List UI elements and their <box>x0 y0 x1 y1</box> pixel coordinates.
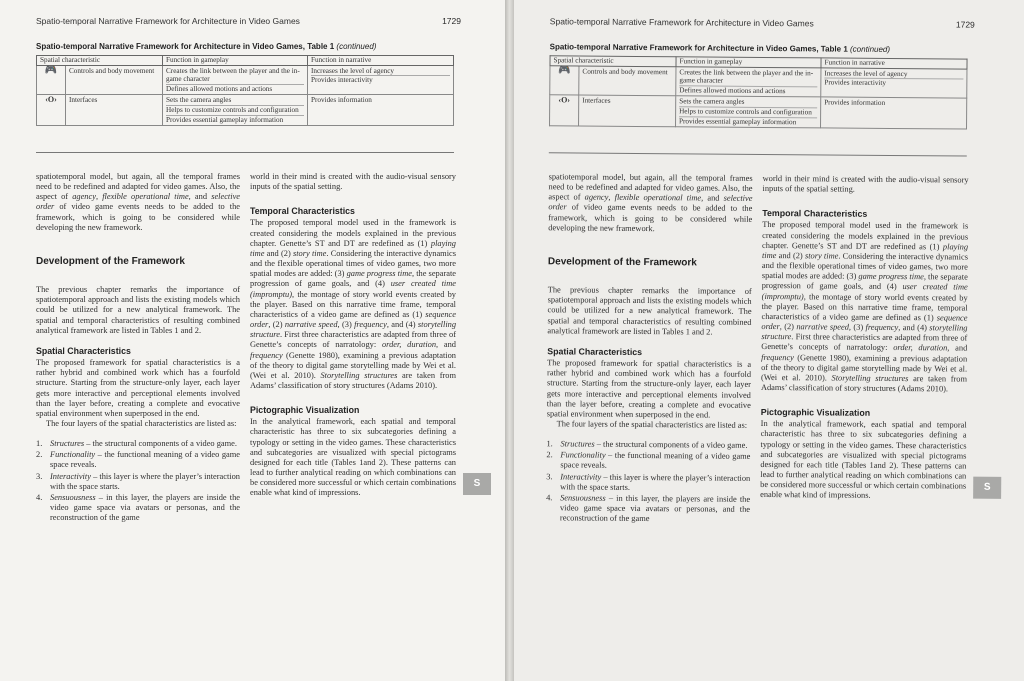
layer-list <box>546 439 751 525</box>
table-cell: Defines allowed motions and actions <box>679 86 786 95</box>
paragraph: The proposed temporal model used in the framework is created considering the models explained in the previous chapter. Genette’s ST and DT are redefined as (1) playing time and (2) story time. Considering the interactive dynamics and the flexible operational times of video games, two more spatial modes are added: (3) game progress time, the separate progression of game goals, and (4) user created time (impromptu), the montage of story world events created by the player. Based on this narrative time frame, temporal characteristics of a video game are defined as (1) sequence order, (2) narrative speed, (3) frequency, and (4) storytelling structure. First three characteristics are adapted from three of Genette’s concepts of narratology: order, duration, and frequency (Genette 1980), examining a previous adaptation of the theory to digital game storytelling made by Wei et al. (Wei et al. 2010). Storytelling structures are taken from Adams’ classification of story structures (Adams 2010). <box>760 220 969 394</box>
section-thumb-tab: S <box>973 477 1001 499</box>
table-header: Function in narrative <box>308 56 454 66</box>
section-heading-temporal: Temporal Characteristics <box>250 206 355 217</box>
table-cell: Increases the level of agency <box>311 67 450 77</box>
table-cell: Sets the camera angles <box>679 98 817 109</box>
table-cell: Helps to customize controls and configuration <box>679 107 817 118</box>
list-item: 1. Structures – the structural components of a video game. <box>546 439 748 450</box>
table-cell: Interfaces <box>579 95 676 127</box>
list-item: 1. Structures – the structural components of a video game. <box>36 439 237 449</box>
table-row <box>37 65 454 95</box>
table-row <box>550 95 967 129</box>
paragraph: spatiotemporal model, but again, all the temporal frames need to be redefined and adapted for video games. Also, the aspect of agency, flexible operational time, and selective order of video game events needs to be added to the framework, which is going to be considered while developing the new framework. <box>548 172 753 233</box>
paragraph: The proposed temporal model used in the framework is created considering the models explained in the previous chapter. Genette’s ST and DT are redefined as (1) playing time and (2) story time. Considering the interactive dynamics and the flexible operational times of video games, two more spatial modes are added: (3) game progress time, the separate progression of game goals, and (4) user created time (impromptu), the montage of story world events created by the player. Based on this narrative time frame, temporal characteristics of a video game are defined as (1) sequence order, (2) narrative speed, (3) frequency, and (4) storytelling structure. First three characteristics are adapted from three of Genette’s concepts of narratology: order, duration, and frequency (Genette 1980), examining a previous adaptation of the theory to digital game storytelling made by Wei et al. (Wei et al. 2010). Storytelling structures are taken from Adams’ classification of story structures (Adams 2010). <box>250 218 457 390</box>
table-row <box>550 65 967 98</box>
table-caption-text: Spatio-temporal Narrative Framework for Architecture in Video Games, Table 1 <box>36 42 335 51</box>
right-column <box>760 174 969 502</box>
page-content <box>0 0 505 681</box>
table-cell: Provides essential gameplay information <box>166 115 284 124</box>
camera-angle-icon: ‹O› <box>37 95 66 126</box>
paragraph: The four layers of the spatial characteristics are listed as: <box>556 419 748 430</box>
section-heading-pictographic: Pictographic Visualization <box>250 405 360 416</box>
table-cell: Controls and body movement <box>579 66 676 97</box>
table-cell: Helps to customize controls and configuration <box>166 106 304 116</box>
paragraph: The proposed framework for spatial characteristics is a rather hybrid and combined work which has a fourfold structure. Starting from the structure-only layer, each layer gets more interactive and perceptional elements involved than the layer before, creating a complete and evocative spatial environment when superposed in the end. <box>36 358 240 418</box>
table-caption-text: Spatio-temporal Narrative Framework for Architecture in Video Games, Table 1 <box>549 42 848 54</box>
list-item: 4. Sensuousness – in this layer, the players are inside the video game space via avatars or personas, and the reconstruction of the game <box>36 492 240 523</box>
table-bottom-rule <box>36 152 454 153</box>
gamepad-icon: 🎮 <box>550 65 579 95</box>
book-gutter <box>505 0 514 681</box>
table-cell: Creates the link between the player and the in-game character <box>679 68 817 87</box>
list-item: 3. Interactivity – this layer is where the player’s interaction with the space starts. <box>36 471 240 491</box>
table-cell: Provides interactivity <box>824 78 887 88</box>
gamepad-icon: 🎮 <box>37 65 66 95</box>
paragraph: world in their mind is created with the audio-visual sensory inputs of the spatial setting. <box>762 173 969 194</box>
running-head: Spatio-temporal Narrative Framework for Architecture in Video Games <box>36 16 300 26</box>
page-number: 1729 <box>442 16 461 26</box>
table-header: Function in gameplay <box>676 57 821 68</box>
section-heading-spatial: Spatial Characteristics <box>36 345 131 356</box>
table-cell: Provides information <box>311 96 372 105</box>
table-cell: Increases the level of agency <box>824 69 963 80</box>
table-cell: Defines allowed motions and actions <box>166 84 273 93</box>
page-content <box>514 0 1019 681</box>
table-bottom-rule <box>549 152 967 156</box>
table-header: Function in narrative <box>821 58 967 69</box>
right-page <box>514 0 1024 681</box>
table-header: Function in gameplay <box>163 56 308 66</box>
table-row <box>37 95 454 126</box>
table-cell: Provides essential gameplay information <box>679 116 797 126</box>
list-item: 2. Functionality – the functional meaning of a video game space reveals. <box>546 450 751 471</box>
table-header: Spatial characteristic <box>37 56 163 66</box>
section-heading-development: Development of the Framework <box>547 256 697 269</box>
camera-angle-icon: ‹O› <box>550 95 579 126</box>
table-cell: Provides information <box>824 98 886 108</box>
table-caption <box>36 42 376 51</box>
spatial-table <box>549 55 968 129</box>
list-item: 2. Functionality – the functional meaning of a video game space reveals. <box>36 450 240 470</box>
running-head: Spatio-temporal Narrative Framework for Architecture in Video Games <box>549 16 814 29</box>
table-cell: Interfaces <box>66 95 163 126</box>
table-cell: Provides interactivity <box>311 76 373 85</box>
paragraph: The previous chapter remarks the importance of spatiotemporal approach and lists the existing models which could be utilized for a new analytical framework. The spatial and temporal characteristics of resulting combined analytical framework are listed in Tables 1 and 2. <box>547 285 752 337</box>
section-heading-pictographic: Pictographic Visualization <box>760 407 871 418</box>
right-column <box>250 172 456 499</box>
paragraph: world in their mind is created with the audio-visual sensory inputs of the spatial setting. <box>250 172 456 192</box>
table-cell: Sets the camera angles <box>166 96 304 106</box>
table-caption <box>550 42 890 54</box>
table-cell: Controls and body movement <box>66 65 163 95</box>
left-column <box>36 172 240 524</box>
spatial-table <box>36 55 454 126</box>
table-continued: (continued) <box>849 44 891 54</box>
layer-list <box>36 439 240 523</box>
left-page <box>0 0 505 681</box>
page-number: 1729 <box>955 19 975 30</box>
paragraph: The proposed framework for spatial characteristics is a rather hybrid and combined work which has a fourfold structure. Starting from the structure-only layer, each layer gets more interactive and perceptional elements involved than the layer before, creating a complete and evocative spatial environment when superposed in the end. <box>546 358 752 420</box>
table-cell: Creates the link between the player and the in-game character <box>166 67 304 85</box>
paragraph: In the analytical framework, each spatial and temporal characteristic has three to six subcategories defining a typology or setting in the video games. These characteristics and subcategories are visualized with special pictograms designed for each title (Tables 1and 2). These patterns can lead to further analytical reading on which combinations can be considered more successful or which certain combinations enable what kind of impressions. <box>250 417 456 498</box>
list-item: 3. Interactivity – this layer is where the player’s interaction with the space starts. <box>546 471 751 492</box>
section-heading-temporal: Temporal Characteristics <box>762 208 868 220</box>
section-heading-spatial: Spatial Characteristics <box>547 346 643 357</box>
paragraph: In the analytical framework, each spatial and temporal characteristic has three to six subcategories defining a typology or setting in the video games. These characteristics and subcategories are visualized with special pictograms designed for each title (Tables 1and 2). These patterns can lead to further analytical reading on which combinations can be considered more successful or which certain combinations enable what kind of impressions. <box>760 419 967 501</box>
paragraph: The four layers of the spatial characteristics are listed as: <box>46 418 237 428</box>
section-thumb-tab: S <box>463 473 491 495</box>
table-continued: (continued) <box>336 42 377 51</box>
table-header: Spatial characteristic <box>550 56 676 67</box>
list-item: 4. Sensuousness – in this layer, the players are inside the video game space via avatars or personas, and the reconstruction of the game <box>546 493 751 524</box>
paragraph: spatiotemporal model, but again, all the temporal frames need to be redefined and adapted for video games. Also, the aspect of agency, flexible operational time, and selective order of video game events needs to be added to the framework, which is going to be considered while developing the new framework. <box>36 172 241 232</box>
section-heading-development: Development of the Framework <box>36 255 185 267</box>
paragraph: The previous chapter remarks the importance of spatiotemporal approach and lists the existing models which could be utilized for a new analytical framework. The spatial and temporal characteristics of resulting combined analytical framework are listed in Tables 1 and 2. <box>36 285 240 335</box>
left-column <box>546 172 753 526</box>
